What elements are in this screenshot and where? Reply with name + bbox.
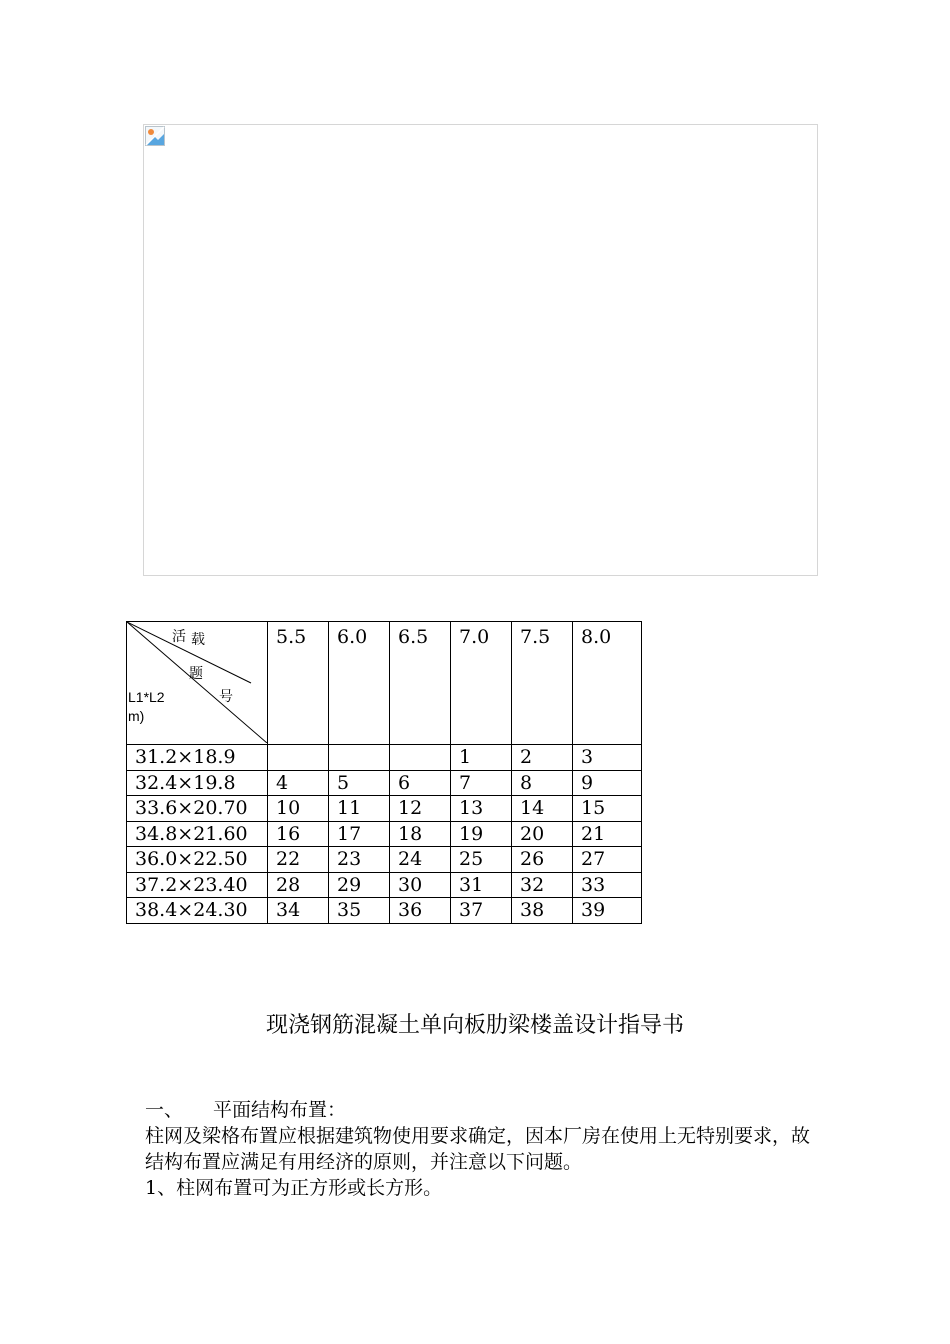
diag-label-left-1: L1*L2 <box>128 689 165 705</box>
document-title: 现浇钢筋混凝土单向板肋梁楼盖设计指导书 <box>265 1013 684 1038</box>
loading-table <box>126 621 642 924</box>
table-cell: 35 <box>329 898 390 924</box>
column-header: 7.5 <box>512 622 573 745</box>
diag-label-mid: 题 <box>189 666 203 682</box>
table-cell: 39 <box>573 898 642 924</box>
row-label: 38.4×24.30 <box>127 898 268 924</box>
section-number: 一、 <box>145 1099 184 1121</box>
table-cell: 11 <box>329 796 390 822</box>
table-cell: 18 <box>390 821 451 847</box>
document-body <box>145 1097 815 1201</box>
table-row <box>127 770 642 796</box>
table-cell: 1 <box>451 745 512 771</box>
table-cell: 32 <box>512 872 573 898</box>
table-cell <box>268 745 329 771</box>
table-cell: 17 <box>329 821 390 847</box>
table-cell: 26 <box>512 847 573 873</box>
table-cell: 20 <box>512 821 573 847</box>
table-cell: 31 <box>451 872 512 898</box>
diag-label-top-a: 活 <box>172 629 186 645</box>
table-cell: 34 <box>268 898 329 924</box>
table-cell <box>390 745 451 771</box>
table-cell: 3 <box>573 745 642 771</box>
table-row <box>127 796 642 822</box>
section-heading <box>145 1097 815 1123</box>
row-label: 34.8×21.60 <box>127 821 268 847</box>
table-cell: 6 <box>390 770 451 796</box>
table-cell: 29 <box>329 872 390 898</box>
table-row <box>127 745 642 771</box>
table-cell: 36 <box>390 898 451 924</box>
table-cell: 4 <box>268 770 329 796</box>
row-label: 31.2×18.9 <box>127 745 268 771</box>
table-cell: 28 <box>268 872 329 898</box>
table-cell: 14 <box>512 796 573 822</box>
table-cell: 2 <box>512 745 573 771</box>
diag-label-right: 号 <box>219 689 233 705</box>
image-placeholder <box>143 124 818 576</box>
table-row <box>127 821 642 847</box>
column-header: 7.0 <box>451 622 512 745</box>
column-header: 6.5 <box>390 622 451 745</box>
table-cell: 23 <box>329 847 390 873</box>
table-cell: 38 <box>512 898 573 924</box>
table-cell: 24 <box>390 847 451 873</box>
row-label: 37.2×23.40 <box>127 872 268 898</box>
table-cell: 15 <box>573 796 642 822</box>
row-label: 36.0×22.50 <box>127 847 268 873</box>
table-cell: 21 <box>573 821 642 847</box>
table-cell: 8 <box>512 770 573 796</box>
column-header: 8.0 <box>573 622 642 745</box>
row-label: 33.6×20.70 <box>127 796 268 822</box>
diagonal-header-cell <box>127 622 268 745</box>
table-header-row <box>127 622 642 745</box>
table-cell: 9 <box>573 770 642 796</box>
table-cell: 37 <box>451 898 512 924</box>
table-cell: 33 <box>573 872 642 898</box>
table-cell: 16 <box>268 821 329 847</box>
table-cell: 25 <box>451 847 512 873</box>
table-cell <box>329 745 390 771</box>
table-cell: 19 <box>451 821 512 847</box>
table-cell: 10 <box>268 796 329 822</box>
table-row <box>127 872 642 898</box>
table-cell: 12 <box>390 796 451 822</box>
table-cell: 13 <box>451 796 512 822</box>
column-header: 5.5 <box>268 622 329 745</box>
table-cell: 30 <box>390 872 451 898</box>
section-title: 平面结构布置： <box>213 1099 347 1121</box>
diag-label-left-2: m) <box>128 708 145 724</box>
column-header: 6.0 <box>329 622 390 745</box>
table-cell: 5 <box>329 770 390 796</box>
table-row <box>127 847 642 873</box>
broken-image-icon <box>145 126 165 146</box>
paragraph: 1、柱网布置可为正方形或长方形。 <box>145 1177 443 1199</box>
table-row <box>127 898 642 924</box>
table-cell: 27 <box>573 847 642 873</box>
table-cell: 7 <box>451 770 512 796</box>
table-cell: 22 <box>268 847 329 873</box>
row-label: 32.4×19.8 <box>127 770 268 796</box>
diag-label-top-b: 载 <box>191 632 205 648</box>
paragraph: 柱网及梁格布置应根据建筑物使用要求确定，因本厂房在使用上无特别要求，故结构布置应满足有用经济的原则，并注意以下问题。 <box>145 1125 811 1173</box>
